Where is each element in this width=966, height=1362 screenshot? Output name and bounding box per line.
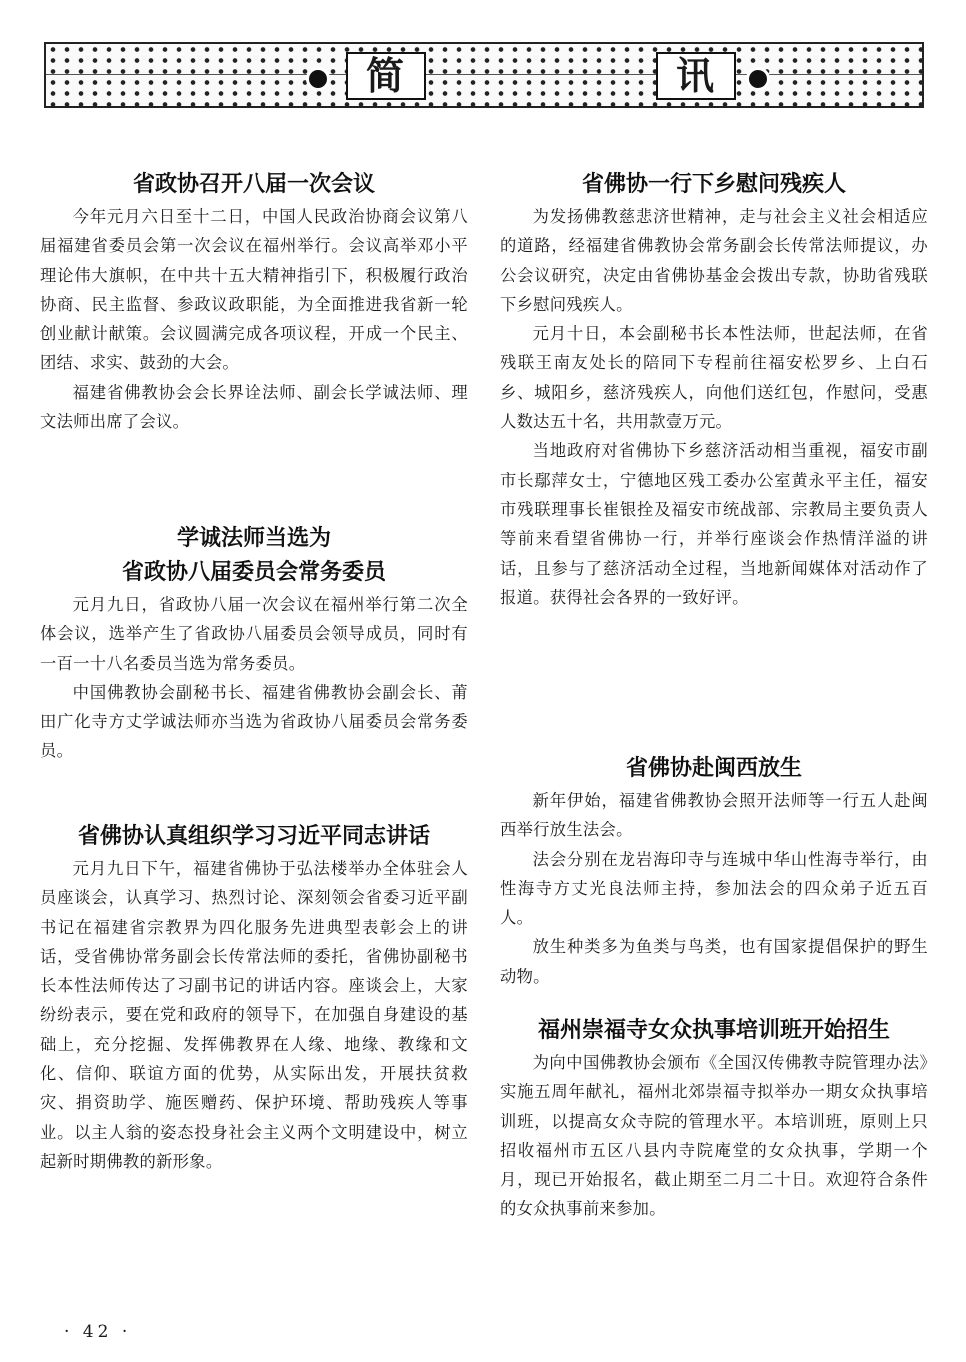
page-number: · 42 · — [64, 1322, 132, 1342]
banner-dot-icon — [746, 67, 770, 91]
article-title: 省政协召开八届一次会议 — [132, 172, 375, 197]
article-paragraph: 福建省佛教协会会长界诠法师、副会长学诚法师、理文法师出席了会议。 — [40, 382, 468, 432]
article-title-line-2: 省政协八届委员会常务委员 — [121, 560, 386, 585]
article-title-line-1: 学诚法师当选为 — [176, 526, 331, 551]
article-paragraph: 元月九日，省政协八届一次会议在福州举行第二次全体会议，选举产生了省政协八届委员会领导成员，同时有一百一十八名委员当选为常务委员。 — [40, 595, 468, 673]
article-paragraph: 今年元月六日至十二日，中国人民政治协商会议第八届福建省委员会第一次会议在福州举行。会议高举邓小平理论伟大旗帜，在中共十五大精神指引下，积极履行政治协商、民主监督、参政议政职能，为全面推进我省新一轮创业献计献策。会议圆满完成各项议程，开成一个民主、团结、求实、鼓劲的大会。 — [40, 207, 468, 373]
article-paragraph: 当地政府对省佛协下乡慈济活动相当重视，福安市副市长鄢萍女士，宁德地区残工委办公室黄永平主任，福安市残联理事长崔银拴及福安市统战部、宗教局主要负责人等前来看望省佛协一行，并举行座谈会作热情洋溢的讲话，且参与了慈济活动全过程，当地新闻媒体对活动作了报道。获得社会各界的一致好评。 — [500, 441, 928, 607]
article-paragraph: 放生种类多为鱼类与鸟类，也有国家提倡保护的野生动物。 — [500, 937, 928, 986]
banner-word-1: 简 — [346, 52, 426, 100]
article-study-speech — [40, 820, 468, 1176]
article-training-enrollment — [500, 1014, 928, 1224]
article-release-life — [500, 752, 928, 991]
article-paragraph: 中国佛教协会副秘书长、福建省佛教协会副会长、莆田广化寺方丈学诚法师亦当选为省政协八届委员会常务委员。 — [40, 682, 468, 761]
article-paragraph: 法会分别在龙岩海印寺与连城中华山性海寺举行，由性海寺方丈光良法师主持，参加法会的四众弟子近五百人。 — [500, 849, 928, 928]
article-title: 省佛协一行下乡慰问残疾人 — [581, 172, 846, 197]
article-visit-disabled — [500, 168, 928, 612]
article-paragraph: 元月九日下午，福建省佛协于弘法楼举办全体驻会人员座谈会，认真学习、热烈讨论、深刻领会省委习近平副书记在福建省宗教界为四化服务先进典型表彰会上的讲话，受省佛协常务副会长传常法师的委托，省佛协副秘书长本性法师传达了习副书记的讲话内容。座谈会上，大家纷纷表示，要在党和政府的领导下，在加强自身建设的基础上，充分挖掘、发挥佛教界在人缘、地缘、教缘和文化、信仰、联谊方面的优势，从实际出发，开展扶贫救灾、捐资助学、施医赠药、保护环境、帮助残疾人等事业。以主人翁的姿态投身社会主义两个文明建设中，树立起新时期佛教的新形象。 — [40, 859, 468, 1171]
article-title: 福州崇福寺女众执事培训班开始招生 — [537, 1018, 890, 1043]
article-xuecheng-elected — [40, 522, 468, 766]
article-paragraph: 元月十日，本会副秘书长本性法师，世起法师，在省残联王南友处长的陪同下专程前往福安松罗乡、上白石乡、城阳乡，慈济残疾人，向他们送红包，作慰问，受惠人数达五十名，共用款壹万元。 — [500, 324, 928, 432]
article-paragraph: 为发扬佛教慈悲济世精神，走与社会主义社会相适应的道路，经福建省佛教协会常务副会长传常法师提议，办公会议研究，决定由省佛协基金会拨出专款，协助省残联下乡慰问残疾人。 — [500, 207, 928, 314]
banner-word-2: 讯 — [656, 52, 736, 100]
banner-divider — [46, 74, 922, 75]
article-paragraph: 为向中国佛教协会颁布《全国汉传佛教寺院管理办法》实施五周年献礼，福州北郊崇福寺拟举办一期女众执事培训班，以提高女众寺院的管理水平。本培训班，原则上只招收福州市五区八县内寺院庵堂的女众执事，学期一个月，现已开始报名，截止期至二月二十日。欢迎符合条件的女众执事前来参加。 — [500, 1053, 928, 1219]
banner-dot-icon — [306, 67, 330, 91]
article-title: 省佛协认真组织学习习近平同志讲话 — [77, 824, 430, 849]
article-paragraph: 新年伊始，福建省佛教协会照开法师等一行五人赴闽西举行放生法会。 — [500, 791, 928, 840]
article-title: 省佛协赴闽西放生 — [625, 756, 802, 781]
header-banner — [44, 42, 924, 108]
article-cppcc-meeting — [40, 168, 468, 436]
